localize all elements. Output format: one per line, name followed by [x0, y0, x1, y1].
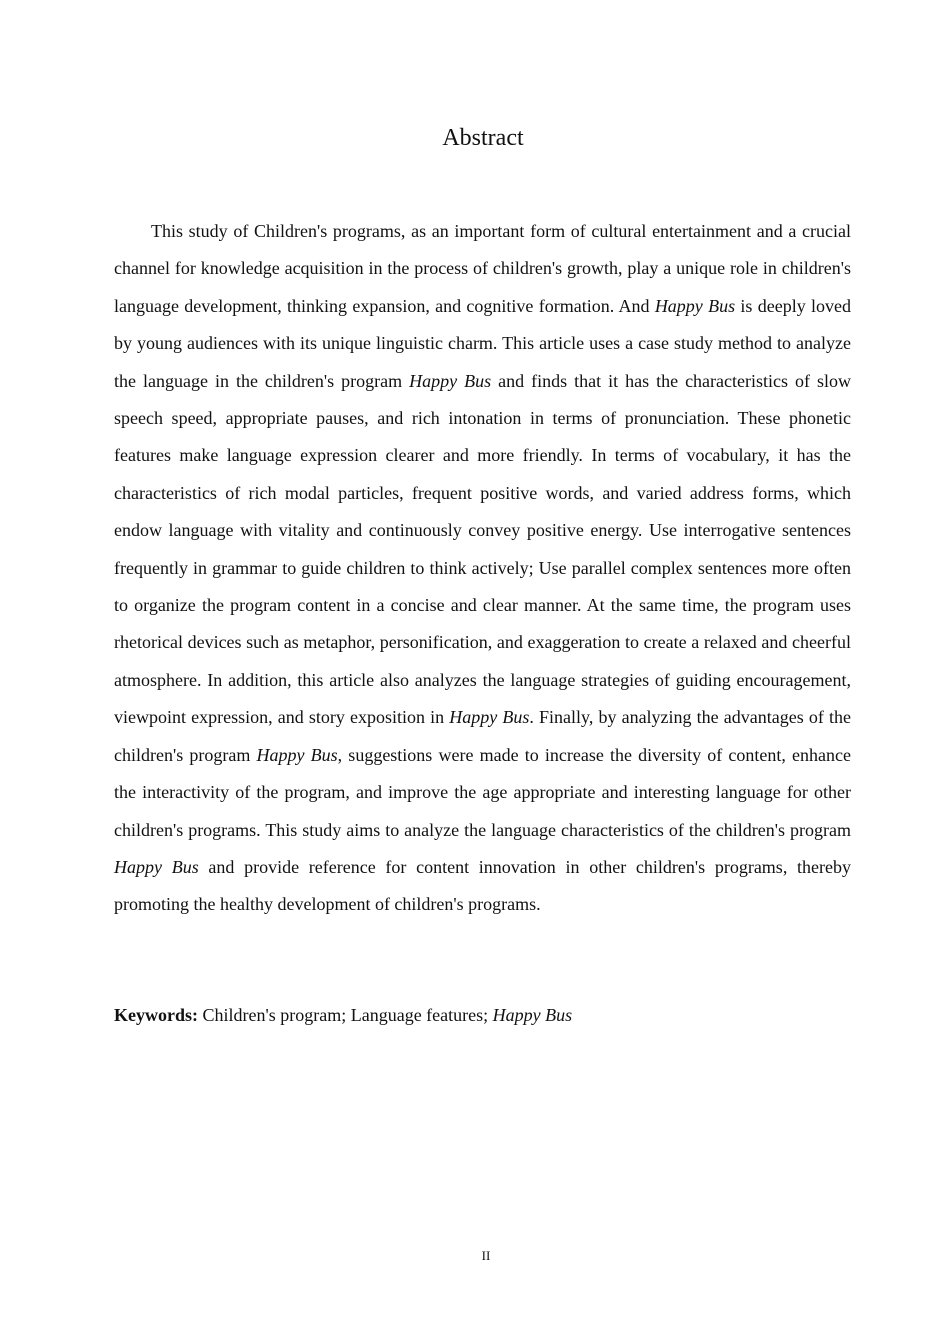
program-title-italic: Happy Bus	[409, 370, 492, 391]
page-number: II	[481, 1248, 491, 1263]
abstract-text: This study of Children's programs, as an important form of cultural entertainment and a crucial channel for knowledge acquisition in the process of children's growth, play a unique role in children's language development, thinking expansion, and cognitive formation. And	[114, 221, 851, 316]
abstract-text: . Finally, by analyzing the advantages of the children's program	[114, 707, 851, 765]
keywords-line	[114, 1000, 851, 1030]
program-title-italic: Happy Bus	[114, 856, 199, 877]
abstract-text: and finds that it has the characteristics of slow speech speed, appropriate pauses, and rich intonation in terms of pronunciation. These phonetic features make language expression clearer and more friendly. In terms of vocabulary, it has the characteristics of rich modal particles, frequent positive words, and varied address forms, which endow language with vitality and continuously convey positive energy. Use interrogative sentences frequently in grammar to guide children to think actively; Use parallel complex sentences more often to organize the program content in a concise and clear manner. At the same time, the program uses rhetorical devices such as metaphor, personification, and exaggeration to create a relaxed and cheerful atmosphere. In addition, this article also analyzes the language strategies of guiding encouragement, viewpoint expression, and story exposition in	[114, 370, 851, 728]
program-title-italic: Happy Bus	[654, 295, 736, 316]
abstract-text: , suggestions were made to increase the diversity of content, enhance the interactivity of the program, and improve the age appropriate and interesting language for other children's programs. This study aims to analyze the language characteristics of the children's program	[114, 744, 851, 840]
program-title-italic: Happy Bus	[256, 744, 338, 765]
keywords-text: Children's program; Language features;	[198, 1005, 493, 1025]
abstract-paragraph	[114, 213, 851, 924]
keywords-label: Keywords:	[114, 1005, 198, 1025]
keywords-italic: Happy Bus	[492, 1005, 573, 1025]
abstract-text: is deeply loved by young audiences with its unique linguistic charm. This article uses a case study method to analyze the language in the children's program	[114, 295, 851, 391]
page-title: Abstract	[442, 125, 524, 151]
abstract-text: and provide reference for content innovation in other children's programs, thereby promoting the healthy development of children's programs.	[114, 856, 851, 915]
program-title-italic: Happy Bus	[449, 707, 530, 728]
